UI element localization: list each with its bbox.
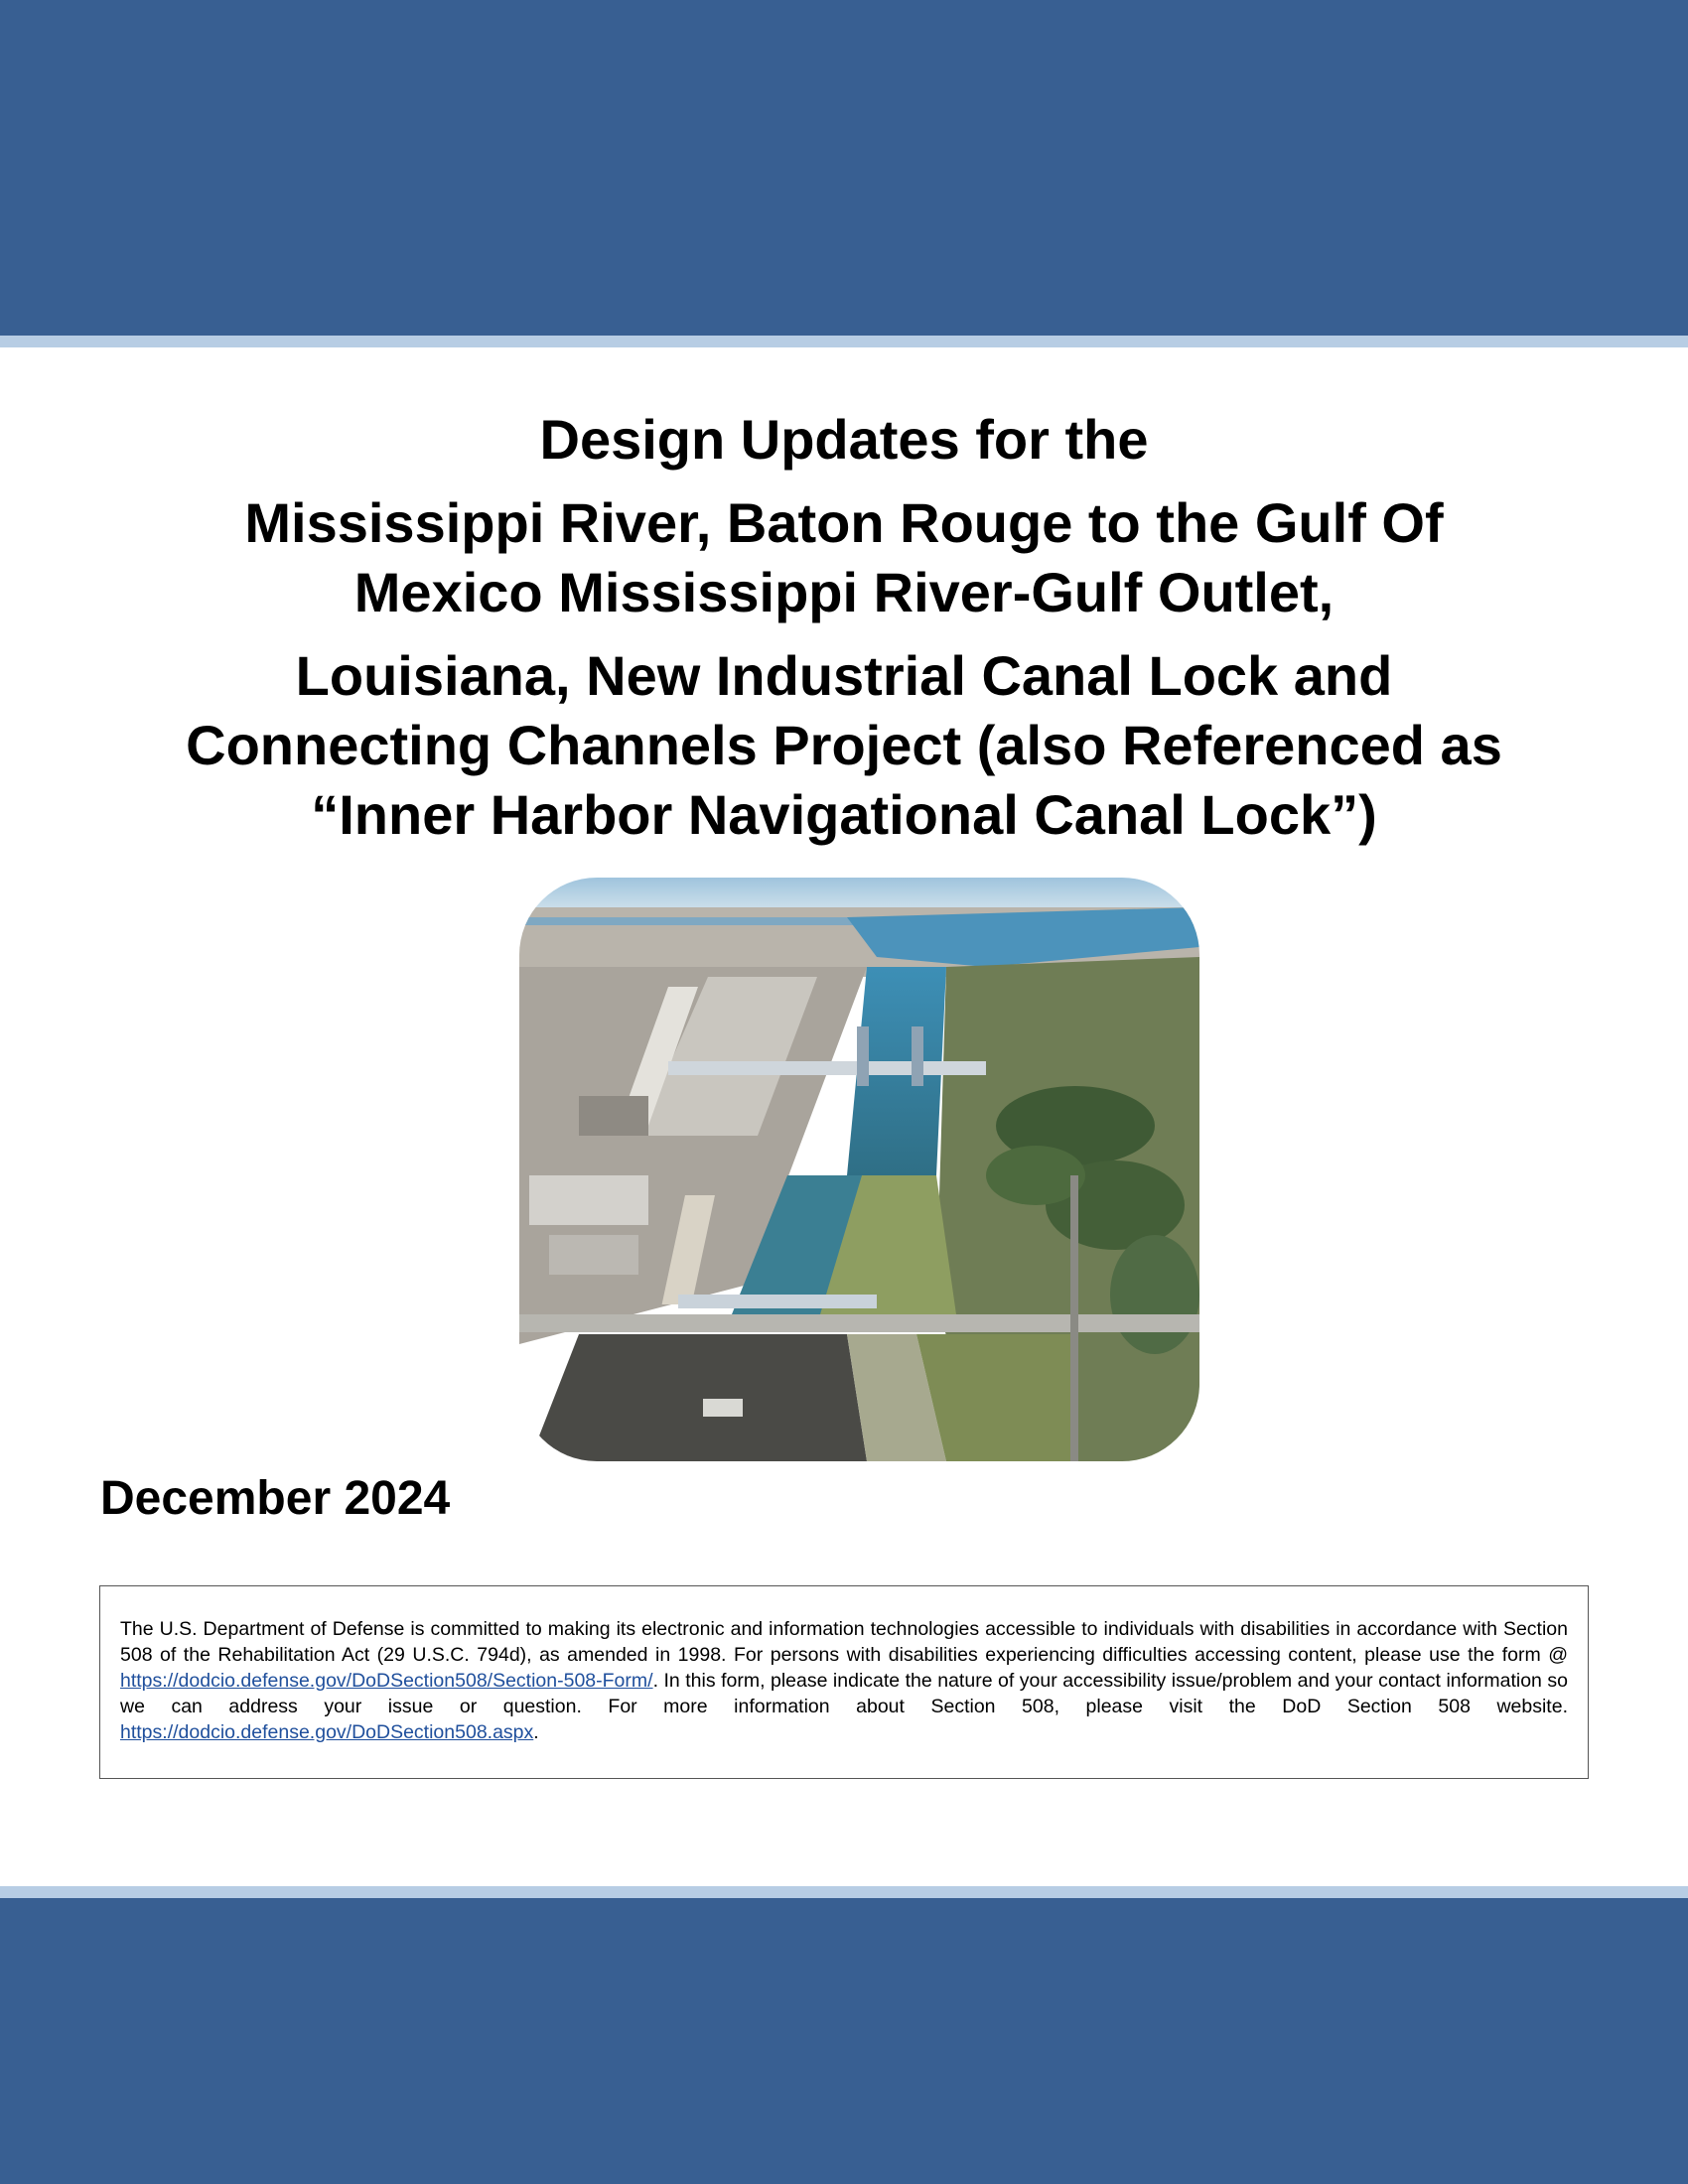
title-line-3: Mexico Mississippi River-Gulf Outlet, [353,561,1335,623]
footer-band [0,1898,1688,2184]
title-line-5: Connecting Channels Project (also Referenced as [186,714,1502,776]
section-508-form-link[interactable]: https://dodcio.defense.gov/DoDSection508/Section-508-Form/ [120,1670,653,1692]
section-508-website-link[interactable]: https://dodcio.defense.gov/DoDSection508.aspx [120,1721,534,1743]
title-line-1: Design Updates for the [539,408,1149,471]
title-line-6: “Inner Harbor Navigational Canal Lock”) [311,783,1377,846]
document-title [79,405,1609,850]
notice-text-1: The U.S. Department of Defense is committed to making its electronic and information technologies accessible to individuals with disabilities in accordance with Section 508 of the Rehabilitation Act (29 U.S.C. 794d), as amended in 1998. For persons with disabilities experiencing difficulties accessing content, please use the form @ [120,1618,1568,1666]
footer-stripe [0,1886,1688,1898]
publication-date: December 2024 [100,1472,451,1525]
header-stripe [0,336,1688,347]
notice-text-2: . In this form, please indicate the nature of your accessibility issue/problem and your contact information so we can address your issue or question. For more information about Section 508, please visit the DoD Section 508 website. [120,1670,1568,1717]
aerial-canal-lock-photo [519,878,1199,1461]
header-band [0,0,1688,336]
notice-text-3: . [533,1721,539,1743]
title-line-2: Mississippi River, Baton Rouge to the Gulf Of [244,491,1444,554]
section-508-notice [99,1585,1589,1779]
title-line-4: Louisiana, New Industrial Canal Lock and [295,644,1393,707]
